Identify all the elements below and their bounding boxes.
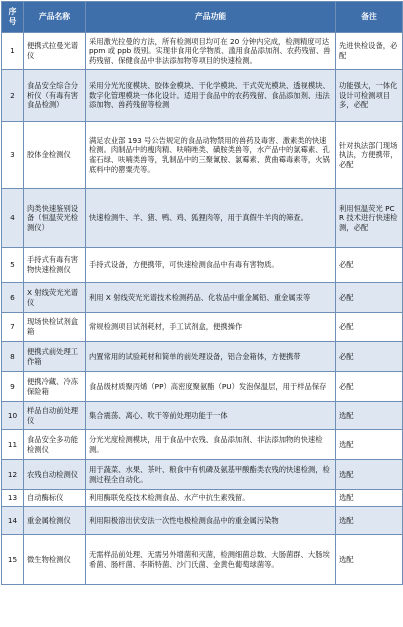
row-note: 选配 [336,460,403,490]
row-product-name: 手持式有毒有害物快速检测仪 [24,248,86,283]
row-note: 选配 [336,490,403,507]
row-product-name: 农残自动检测仪 [24,460,86,490]
row-product-function: 内置常用的试验耗材和简单的前处理设备，铝合金箱体，方便携带 [86,342,336,372]
row-no: 9 [2,372,24,402]
row-product-name: 微生物检测仪 [24,535,86,585]
row-no: 4 [2,189,24,248]
row-no: 2 [2,70,24,122]
table-row [2,535,403,585]
table-row [2,342,403,372]
row-no: 8 [2,342,24,372]
row-no: 11 [2,430,24,460]
row-product-function: 利用阳极溶出伏安法一次性电极检测食品中的重金属污染物 [86,507,336,535]
row-product-function: 无需样品前处理、无需另外增菌和灭菌，检测细菌总数、大肠菌群、大肠埃希菌、肠杆菌、李斯特菌、沙门氏菌、金黄色葡萄球菌等。 [86,535,336,585]
table-row [2,283,403,313]
table-row [2,70,403,122]
row-product-function: 常规检测项目试剂耗材，手工试剂盒，便携操作 [86,313,336,342]
row-note: 选配 [336,507,403,535]
row-no: 14 [2,507,24,535]
product-table [1,1,403,585]
table-header-row [2,2,403,33]
row-product-name: 食品安全综合分析仪（有毒有害食品检测） [24,70,86,122]
table-row [2,402,403,430]
row-product-name: 重金属检测仪 [24,507,86,535]
row-note: 利用恒温荧光 PCR 技术进行快速检测，必配 [336,189,403,248]
row-product-function: 利用 X 射线荧光光谱技术检测药品、化妆品中重金属铅、重金属汞等 [86,283,336,313]
row-note: 必配 [336,342,403,372]
row-product-function: 利用酶联免疫技术检测食品、水产中抗生素残留。 [86,490,336,507]
table-row [2,33,403,70]
row-product-name: 胶体金检测仪 [24,122,86,189]
table-row [2,507,403,535]
row-note: 针对执法部门现场执法，方便携带，必配 [336,122,403,189]
row-no: 5 [2,248,24,283]
row-note: 必配 [336,248,403,283]
row-product-name: 样品自动前处理仪 [24,402,86,430]
row-product-name: 便携冷藏、冷冻保险箱 [24,372,86,402]
row-product-name: 食品安全多功能检测仪 [24,430,86,460]
header-product-function: 产品功能 [86,2,336,33]
row-product-function: 满足农业部 193 号公告规定的食品动物禁用的兽药及毒害、激素类的快速检测。肉制品中的瘦肉精、呋喃唑类、磺胺类兽等，水产品中的氯霉素、孔雀石绿、呋喃类兽等，乳制品中的三聚氰胺、氯霉素、黄曲霉毒素等，火锅底料中的罂粟壳等。 [86,122,336,189]
table-row [2,430,403,460]
row-product-function: 采用分光光度模块、胶体金模块、干化学模块、干式荧光模块、透视模块、数字化管理模块一体化设计。适用于食品中的农药残留、食品添加剂、违法添加物、兽药残留等检测 [86,70,336,122]
table-row [2,122,403,189]
row-product-function: 手持式设备，方便携带，可快速检测食品中有毒有害物质。 [86,248,336,283]
row-product-function: 食品级材质聚丙烯（PP）高密度聚氨酯（PU）发泡保温层，用于样品保存 [86,372,336,402]
row-no: 15 [2,535,24,585]
row-note: 必配 [336,283,403,313]
row-note: 选配 [336,430,403,460]
row-product-function: 快速检测牛、羊、猪、鸭、鸡、狐狸肉等，用于真假牛羊肉的筛查。 [86,189,336,248]
header-note: 备注 [336,2,403,33]
row-product-function: 分光光度检测模块，用于食品中农残、食品添加剂、非法添加物的快速检测。 [86,430,336,460]
row-product-name: 现场快检试剂盒箱 [24,313,86,342]
row-note: 选配 [336,535,403,585]
row-product-name: 便携式拉曼光谱仪 [24,33,86,70]
table-row [2,490,403,507]
row-no: 12 [2,460,24,490]
row-product-name: 便携式前处理工作箱 [24,342,86,372]
row-product-name: X 射线荧光光谱仪 [24,283,86,313]
header-product-name: 产品名称 [24,2,86,33]
table-row [2,372,403,402]
row-no: 10 [2,402,24,430]
row-product-function: 集合震荡、离心、吹干等前处理功能于一体 [86,402,336,430]
row-note: 必配 [336,313,403,342]
row-no: 13 [2,490,24,507]
row-product-name: 肉类快速鉴别设备（恒温荧光检测仪） [24,189,86,248]
row-note: 选配 [336,402,403,430]
table-row [2,460,403,490]
table-row [2,248,403,283]
row-product-function: 用于蔬菜、水果、茶叶、粮食中有机磷及氨基甲酸酯类农残的快速检测，检测过程全自动化。 [86,460,336,490]
table-row [2,313,403,342]
row-no: 7 [2,313,24,342]
row-note: 先进快检设备，必配 [336,33,403,70]
row-no: 3 [2,122,24,189]
row-no: 6 [2,283,24,313]
row-note: 必配 [336,372,403,402]
row-product-name: 自动酶标仪 [24,490,86,507]
row-note: 功能强大，一体化设计可检测项目多，必配 [336,70,403,122]
row-product-function: 采用激光拉曼的方法，所有检测项目均可在 20 分钟内完成，检测精度可达 ppm 或 ppb 级别。实现非食用化学物质、滥用食品添加剂、农药残留、兽药残留、保健食品中非法添加物等项目的快速检测。 [86,33,336,70]
table-row [2,189,403,248]
row-no: 1 [2,33,24,70]
header-no: 序号 [2,2,24,33]
